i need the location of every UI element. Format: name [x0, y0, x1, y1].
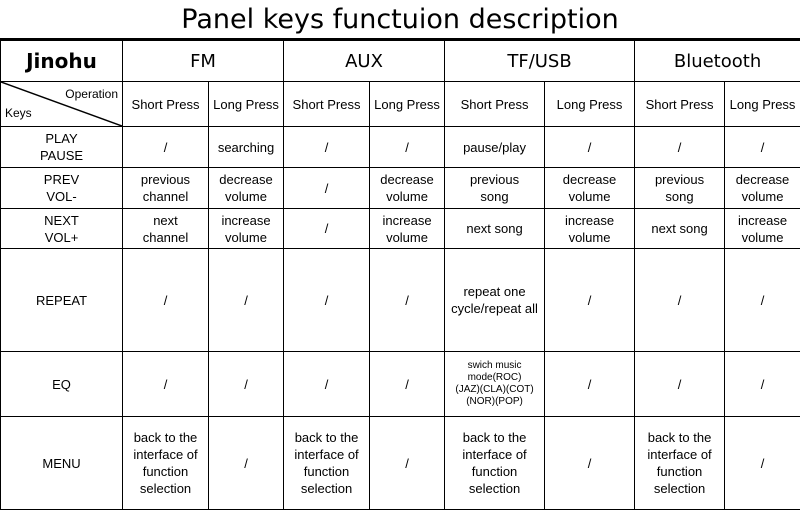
- table-cell: next song: [445, 209, 545, 249]
- table-cell: increase volume: [725, 209, 800, 249]
- table-row-eq: [1, 352, 800, 417]
- aux-short-press: Short Press: [284, 82, 370, 127]
- page-title: Panel keys functuion description: [0, 0, 800, 40]
- table-cell: /: [209, 417, 284, 510]
- table-cell: back to the interface of function selection: [445, 417, 545, 510]
- table-cell: /: [545, 249, 635, 352]
- table-cell: previous song: [445, 168, 545, 209]
- table-cell: decrease volume: [370, 168, 445, 209]
- key-label: PREV VOL-: [1, 168, 123, 209]
- table-cell: /: [725, 249, 800, 352]
- key-label: PLAY PAUSE: [1, 127, 123, 168]
- table-cell: /: [635, 127, 725, 168]
- table-cell: back to the interface of function selection: [123, 417, 209, 510]
- brand-label: Jinohu: [1, 41, 123, 82]
- table-cell: /: [123, 249, 209, 352]
- fm-short-press: Short Press: [123, 82, 209, 127]
- table-cell: /: [545, 352, 635, 417]
- fm-long-press: Long Press: [209, 82, 284, 127]
- table-cell: /: [209, 352, 284, 417]
- table-cell: pause/play: [445, 127, 545, 168]
- table-cell: repeat one cycle/repeat all: [445, 249, 545, 352]
- table-cell: /: [209, 249, 284, 352]
- table-cell: /: [545, 417, 635, 510]
- table-cell: increase volume: [545, 209, 635, 249]
- table-cell: /: [635, 352, 725, 417]
- tfusb-long-press: Long Press: [545, 82, 635, 127]
- mode-aux: AUX: [284, 41, 445, 82]
- table-cell: back to the interface of function selection: [635, 417, 725, 510]
- table-cell: next song: [635, 209, 725, 249]
- mode-header-row: [1, 41, 800, 82]
- table-cell: /: [370, 417, 445, 510]
- table-cell: next channel: [123, 209, 209, 249]
- table-row-next-vol-up: [1, 209, 800, 249]
- table-cell: increase volume: [370, 209, 445, 249]
- table-cell: /: [370, 127, 445, 168]
- key-label: NEXT VOL+: [1, 209, 123, 249]
- table-row-prev-vol-down: [1, 168, 800, 209]
- table-cell: /: [370, 352, 445, 417]
- table-cell: /: [635, 249, 725, 352]
- keys-label: Keys: [5, 105, 32, 122]
- table-cell: previous channel: [123, 168, 209, 209]
- key-label: MENU: [1, 417, 123, 510]
- table-cell: decrease volume: [545, 168, 635, 209]
- mode-fm: FM: [123, 41, 284, 82]
- table-cell: /: [284, 127, 370, 168]
- bt-long-press: Long Press: [725, 82, 800, 127]
- key-label: EQ: [1, 352, 123, 417]
- table-cell: swich music mode(ROC) (JAZ)(CLA)(COT) (NOR)(POP): [445, 352, 545, 417]
- table-row-play-pause: [1, 127, 800, 168]
- table-cell: /: [725, 127, 800, 168]
- press-header-row: [1, 82, 800, 127]
- table-cell: decrease volume: [209, 168, 284, 209]
- table-row-menu: [1, 417, 800, 510]
- table-cell: /: [725, 417, 800, 510]
- table-cell: /: [123, 352, 209, 417]
- aux-long-press: Long Press: [370, 82, 445, 127]
- table-cell: searching: [209, 127, 284, 168]
- table-cell: /: [284, 209, 370, 249]
- operation-label: Operation: [65, 86, 118, 103]
- bt-short-press: Short Press: [635, 82, 725, 127]
- table-cell: /: [284, 168, 370, 209]
- table-cell: /: [123, 127, 209, 168]
- key-label: REPEAT: [1, 249, 123, 352]
- operation-keys-cell: [1, 82, 123, 127]
- table-cell: back to the interface of function selection: [284, 417, 370, 510]
- table-cell: decrease volume: [725, 168, 800, 209]
- table-cell: /: [725, 352, 800, 417]
- mode-tf-usb: TF/USB: [445, 41, 635, 82]
- table-cell: /: [370, 249, 445, 352]
- mode-bluetooth: Bluetooth: [635, 41, 800, 82]
- table-cell: increase volume: [209, 209, 284, 249]
- table-cell: /: [545, 127, 635, 168]
- table-row-repeat: [1, 249, 800, 352]
- key-function-table: [0, 40, 800, 510]
- tfusb-short-press: Short Press: [445, 82, 545, 127]
- table-cell: /: [284, 249, 370, 352]
- table-cell: previous song: [635, 168, 725, 209]
- table-cell: /: [284, 352, 370, 417]
